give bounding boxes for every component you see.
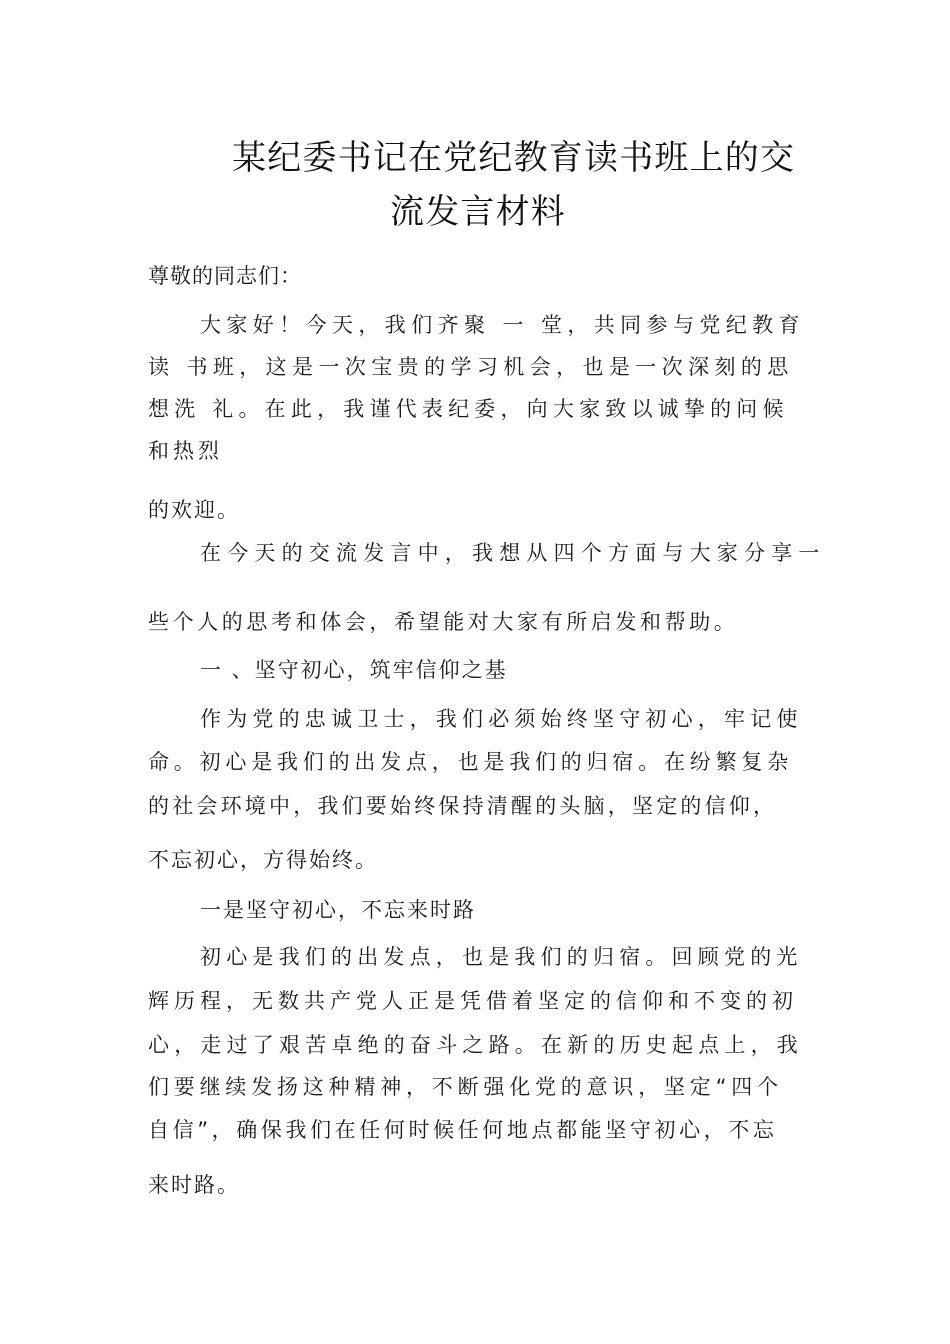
salutation: 尊敬的同志们： xyxy=(148,264,302,288)
paragraph-line: 自信”，确保我们在任何时候任何地点都能坚守初心，不忘 xyxy=(148,1118,778,1142)
paragraph-line: 心，走过了艰苦卓绝的奋斗之路。在新的历史起点上，我 xyxy=(148,1033,803,1057)
paragraph-line: 们要继续发扬这种精神，不断强化党的意识，坚定“四个 xyxy=(148,1075,783,1099)
paragraph-line: 些个人的思考和体会，希望能对大家有所启发和帮助。 xyxy=(148,610,739,634)
paragraph-line: 命。初心是我们的出发点，也是我们的归宿。在纷繁复杂 xyxy=(148,750,793,774)
paragraph-line: 不忘初心，方得始终。 xyxy=(148,848,378,872)
paragraph-line: 的社会环境中，我们要始终保持清醒的头脑，坚定的信仰， xyxy=(148,794,778,818)
paragraph-line: 读 书班，这是一次宝贵的学习机会，也是一次深刻的思 xyxy=(148,355,794,379)
paragraph-line: 在今天的交流发言中，我想从四个方面与大家分享一 xyxy=(200,541,826,565)
paragraph-line: 大家好！今天，我们齐聚 一 堂，共同参与党纪教育 xyxy=(200,313,805,337)
paragraph-line: 来时路。 xyxy=(148,1173,240,1197)
paragraph-line: 的欢迎。 xyxy=(148,498,240,522)
section-heading: 一 、坚守初心，筑牢信仰之基 xyxy=(200,658,508,682)
paragraph-line: 初心是我们的出发点，也是我们的归宿。回顾党的光 xyxy=(200,945,803,969)
document-title-line-2: 流发言材料 xyxy=(390,192,566,232)
document-title-line-1: 某纪委书记在党纪教育读书班上的交 xyxy=(232,138,796,178)
paragraph-line: 作为党的忠诚卫士，我们必须始终坚守初心，牢记使 xyxy=(200,707,803,731)
paragraph-line: 和热烈 xyxy=(148,439,223,463)
subsection-heading: 一是坚守初心，不忘来时路 xyxy=(200,898,476,922)
paragraph-line: 辉历程，无数共产党人正是凭借着坚定的信仰和不变的初 xyxy=(148,989,798,1013)
paragraph-line: 想洗 礼。在此，我谨代表纪委，向大家致以诚挚的问候 xyxy=(148,397,789,421)
